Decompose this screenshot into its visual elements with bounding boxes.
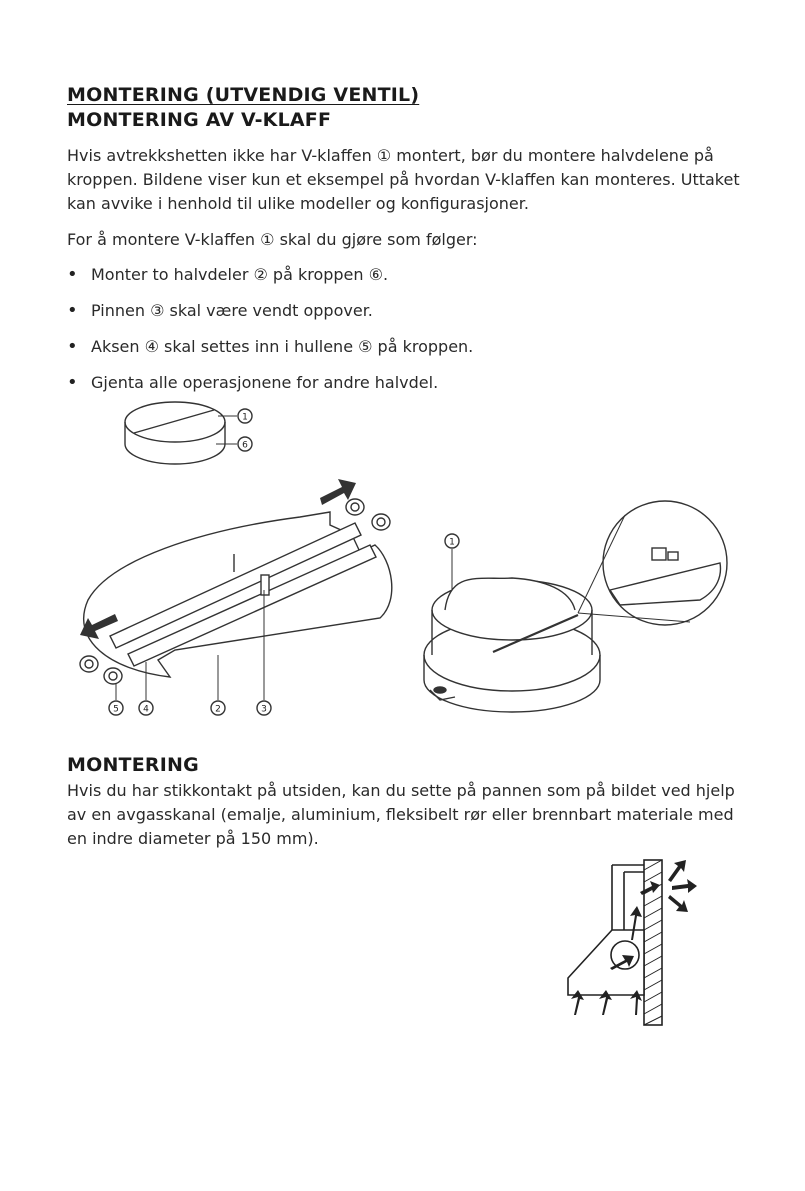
callout-label: 3 [261,704,267,715]
callout-label: 1 [449,537,455,548]
callout-label: 6 [242,440,248,451]
callout-label: 1 [242,412,248,423]
ring-illustration [125,402,225,464]
instruction-paragraph: For å montere V-klaffen ① skal du gjøre som følger: [67,230,478,249]
list-item: • Gjenta alle operasjonene for andre halvdel. [67,372,473,408]
section-title: MONTERING (UTVENDIG VENTIL) [67,84,420,106]
air-flow-arrows-icon [571,860,697,1015]
callout-label: 4 [143,704,149,715]
section-title: MONTERING [67,754,199,776]
section-subtitle: MONTERING AV V-KLAFF [67,109,332,131]
list-item: • Monter to halvdeler ② på kroppen ⑥. [67,264,473,300]
assembled-v-flap-illustration [424,578,600,712]
list-item: • Pinnen ③ skal være vendt oppover. [67,300,473,336]
exhaust-duct-illustration [612,865,644,940]
callout-label: 5 [113,704,119,715]
intro-paragraph: Hvis avtrekkshetten ikke har V-klaffen ① montert, bør du montere halvdelene på kroppen. Bildene viser kun et eksempel på hvordan V-klaffen kan monteres. Uttaket kan avvike i henhold til ulike modeller og konfigurasjoner. [67,146,740,213]
hood-illustration [568,930,644,995]
mounting-paragraph: Hvis du har stikkontakt på utsiden, kan du sette på pannen som på bildet ved hjelp av en avgasskanal (emalje, aluminium, fleksibelt rør eller brennbart materiale med en indre diameter på 150 mm). [67,781,735,848]
detail-zoom-illustration [578,501,727,625]
wall-illustration [644,860,662,1025]
list-item: • Aksen ④ skal settes inn i hullene ⑤ på kroppen. [67,336,473,372]
callout-label: 2 [215,704,221,715]
